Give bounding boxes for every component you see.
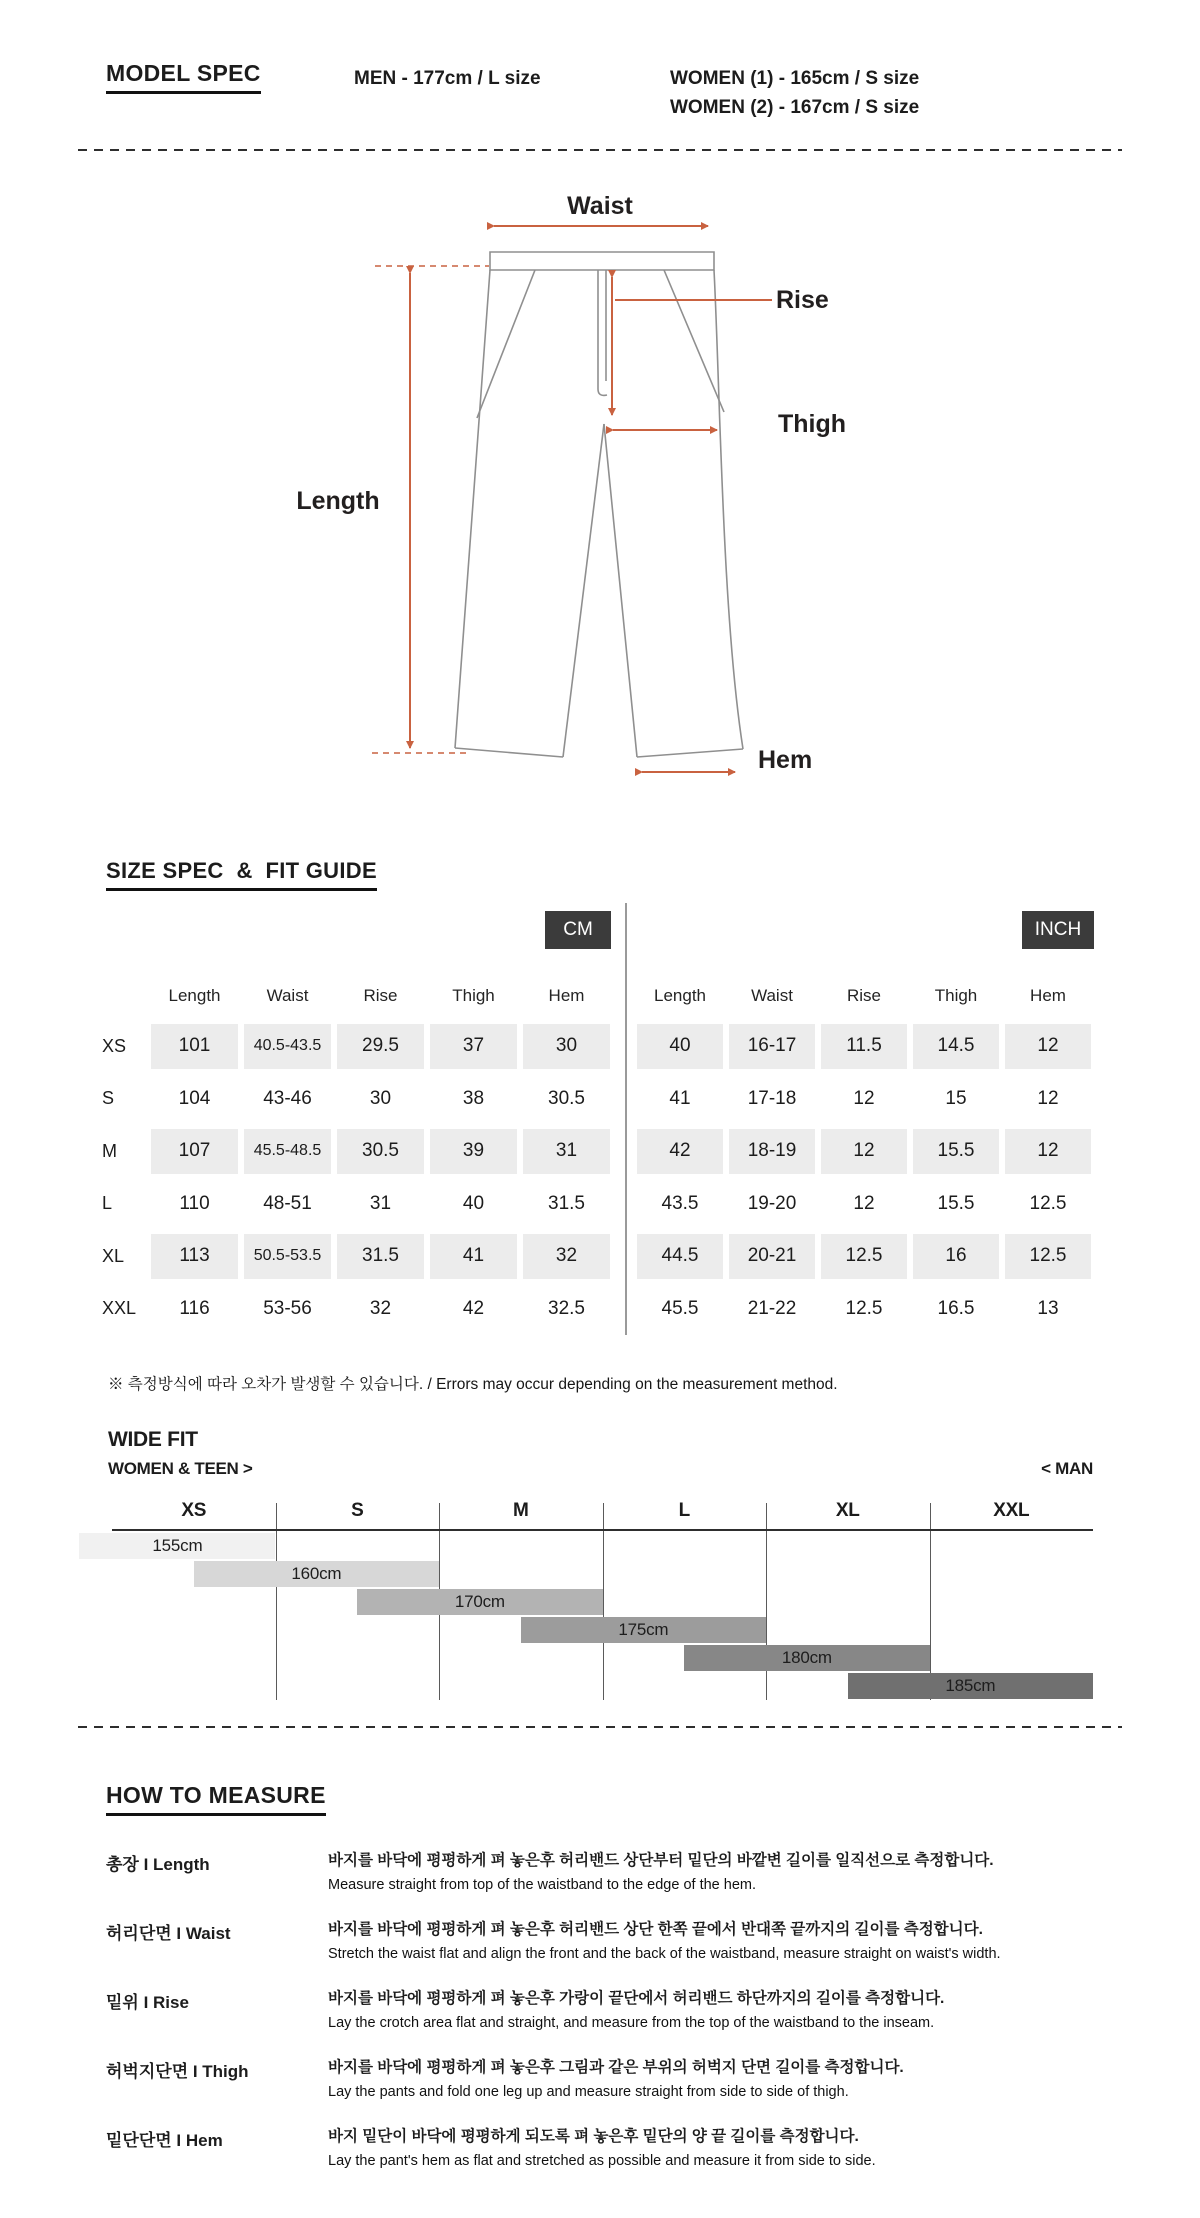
cm-value: 30.5 xyxy=(548,1087,585,1109)
height-range-bar: 175cm xyxy=(521,1617,766,1643)
inch-value: 18-19 xyxy=(726,1125,818,1178)
inch-value: 41 xyxy=(669,1087,691,1109)
waist-label: Waist xyxy=(567,192,633,220)
inch-size-table xyxy=(634,972,1094,1335)
measure-desc-english: Measure straight from top of the waistband to the edge of the hem. xyxy=(328,1877,756,1893)
fit-guide-left-label: WOMEN & TEEN > xyxy=(108,1459,253,1478)
length-label: Length xyxy=(296,487,380,515)
inch-value: 16 xyxy=(910,1230,1002,1283)
cm-value: 31.5 xyxy=(334,1230,427,1283)
wide-fit-title: WIDE FIT xyxy=(108,1428,198,1451)
pants-diagram-svg xyxy=(350,185,850,795)
cm-value: 31.5 xyxy=(548,1192,585,1214)
cm-value: 32 xyxy=(520,1230,613,1283)
size-label: XXL xyxy=(102,1298,137,1319)
thigh-label: Thigh xyxy=(778,410,847,438)
inch-value: 20-21 xyxy=(726,1230,818,1283)
cm-value: 45.5-48.5 xyxy=(241,1125,334,1178)
cm-value: 104 xyxy=(178,1087,211,1109)
cm-value: 30 xyxy=(520,1020,613,1073)
inch-unit-badge: INCH xyxy=(1022,911,1094,949)
column-header: Waist xyxy=(266,986,309,1005)
fit-guide-chart xyxy=(78,1498,1093,1703)
inch-value: 44.5 xyxy=(634,1230,726,1283)
measure-desc-korean: 바지를 바닥에 평평하게 펴 놓은후 가랑이 끝단에서 허리밴드 하단까지의 길이를 측정합니다. xyxy=(328,1990,945,2007)
chart-size-label: XXL xyxy=(993,1500,1030,1521)
cm-unit-badge: CM xyxy=(545,911,611,949)
size-spec-title: SIZE SPEC & FIT GUIDE xyxy=(106,858,377,891)
inch-value: 12 xyxy=(853,1087,875,1109)
column-header: Waist xyxy=(751,986,793,1005)
inch-value: 19-20 xyxy=(747,1192,797,1214)
size-label: XL xyxy=(102,1245,125,1266)
cm-size-table xyxy=(78,972,613,1335)
measure-term: 총장 I Length xyxy=(106,1855,210,1874)
model-spec-women-2: WOMEN (2) - 167cm / S size xyxy=(670,97,920,118)
table-divider xyxy=(625,903,627,1335)
measure-desc-english: Lay the pant's hem as flat and stretched as possible and measure it from side to side. xyxy=(328,2153,876,2169)
size-label: XS xyxy=(102,1035,127,1056)
cm-value: 110 xyxy=(179,1192,210,1214)
chart-axis-line xyxy=(112,1529,1093,1531)
inch-value: 14.5 xyxy=(910,1020,1002,1073)
cm-value: 31 xyxy=(520,1125,613,1178)
measure-texts xyxy=(328,2124,1126,2174)
chart-size-label: XL xyxy=(835,1500,860,1521)
chart-gridline xyxy=(276,1503,277,1700)
measure-term: 밑단단면 I Hem xyxy=(106,2131,223,2150)
measure-desc-english: Lay the crotch area flat and straight, and measure from the top of the waistband to the inseam. xyxy=(328,2015,935,2031)
cm-value: 43-46 xyxy=(263,1087,312,1109)
rise-label: Rise xyxy=(776,286,829,314)
measure-desc-korean: 바지를 바닥에 평평하게 펴 놓은후 허리밴드 상단부터 밑단의 바깥변 길이를 일직선으로 측정합니다. xyxy=(328,1852,994,1869)
column-header: Length xyxy=(654,986,706,1005)
inch-value: 45.5 xyxy=(661,1297,699,1319)
measure-item xyxy=(106,1917,1126,1967)
inch-value: 12.5 xyxy=(818,1230,910,1283)
measure-item xyxy=(106,1848,1126,1898)
measure-term: 허리단면 I Waist xyxy=(106,1924,231,1943)
cm-value: 40 xyxy=(462,1192,485,1214)
hem-label: Hem xyxy=(758,746,813,774)
model-spec-men: MEN - 177cm / L size xyxy=(354,68,541,89)
measure-texts xyxy=(328,2055,1126,2105)
model-spec-title: MODEL SPEC xyxy=(106,60,261,94)
cm-value: 31 xyxy=(369,1192,392,1214)
measure-texts xyxy=(328,1848,1126,1898)
cm-value: 30 xyxy=(369,1087,392,1109)
cm-value: 53-56 xyxy=(263,1297,312,1319)
column-header: Hem xyxy=(548,986,585,1005)
cm-value: 29.5 xyxy=(334,1020,427,1073)
size-label: S xyxy=(102,1088,115,1109)
inch-value: 12.5 xyxy=(1002,1230,1094,1283)
cm-value: 116 xyxy=(179,1297,210,1319)
inch-value: 12.5 xyxy=(1029,1192,1067,1214)
inch-value: 42 xyxy=(634,1125,726,1178)
inch-value: 12 xyxy=(1002,1125,1094,1178)
inch-value: 15 xyxy=(945,1087,967,1109)
height-range-bar: 180cm xyxy=(684,1645,929,1671)
inch-value: 15.5 xyxy=(910,1125,1002,1178)
measure-desc-korean: 바지를 바닥에 평평하게 펴 놓은후 허리밴드 상단 한쪽 끝에서 반대쪽 끝까지의 길이를 측정합니다. xyxy=(328,1921,983,1938)
height-range-bar: 185cm xyxy=(848,1673,1093,1699)
cm-value: 30.5 xyxy=(334,1125,427,1178)
cm-value: 37 xyxy=(427,1020,520,1073)
cm-value: 32 xyxy=(369,1297,392,1319)
column-header: Length xyxy=(168,986,221,1005)
cm-value: 38 xyxy=(462,1087,485,1109)
chart-gridline xyxy=(603,1503,604,1700)
fit-guide-right-label: < MAN xyxy=(1041,1459,1093,1478)
dashed-separator-top xyxy=(78,149,1122,151)
cm-value: 50.5-53.5 xyxy=(241,1230,334,1283)
measure-term: 허벅지단면 I Thigh xyxy=(106,2062,249,2081)
chart-size-label: L xyxy=(678,1500,690,1521)
column-header: Hem xyxy=(1030,986,1066,1005)
cm-value: 39 xyxy=(427,1125,520,1178)
inch-value: 40 xyxy=(634,1020,726,1073)
measure-list xyxy=(106,1848,1126,2193)
inch-value: 43.5 xyxy=(661,1192,699,1214)
pants-outline xyxy=(455,252,743,757)
measure-item xyxy=(106,2055,1126,2105)
inch-value: 12 xyxy=(1002,1020,1094,1073)
cm-value: 48-51 xyxy=(263,1192,312,1214)
cm-value: 42 xyxy=(462,1297,485,1319)
measure-item xyxy=(106,2124,1126,2174)
cm-value: 101 xyxy=(148,1020,241,1073)
inch-value: 11.5 xyxy=(818,1020,910,1073)
measure-desc-korean: 바지를 바닥에 평평하게 펴 놓은후 그림과 같은 부위의 허벅지 단면 길이를 측정합니다. xyxy=(328,2059,904,2076)
inch-value: 15.5 xyxy=(937,1192,975,1214)
measure-texts xyxy=(328,1986,1126,2036)
inch-value: 13 xyxy=(1037,1297,1059,1319)
measure-desc-english: Lay the pants and fold one leg up and measure straight from side to side of thigh. xyxy=(328,2084,849,2100)
measure-texts xyxy=(328,1917,1126,1967)
chart-size-label: M xyxy=(512,1500,529,1521)
cm-value: 40.5-43.5 xyxy=(241,1020,334,1073)
dashed-separator-bottom xyxy=(78,1726,1122,1728)
cm-value: 41 xyxy=(427,1230,520,1283)
inch-value: 12 xyxy=(853,1192,875,1214)
column-header: Thigh xyxy=(934,986,978,1005)
chart-size-label: XS xyxy=(181,1500,207,1521)
measure-term: 밑위 I Rise xyxy=(106,1993,189,2012)
corner-cell xyxy=(78,972,148,1020)
inch-value: 17-18 xyxy=(747,1087,797,1109)
cm-value: 32.5 xyxy=(548,1297,585,1319)
column-header: Rise xyxy=(363,986,398,1005)
column-header: Rise xyxy=(846,986,881,1005)
inch-value: 16.5 xyxy=(937,1297,975,1319)
size-label: M xyxy=(102,1140,117,1161)
measure-desc-english: Stretch the waist flat and align the front and the back of the waistband, measure straight on waist's width. xyxy=(328,1946,1001,1962)
height-range-bar: 155cm xyxy=(79,1533,275,1559)
model-spec-women-1: WOMEN (1) - 165cm / S size xyxy=(670,68,920,89)
chart-gridline xyxy=(930,1503,931,1700)
measure-item xyxy=(106,1986,1126,2036)
measure-desc-korean: 바지 밑단이 바닥에 평평하게 되도록 펴 놓은후 밑단의 양 끝 길이를 측정합니다. xyxy=(328,2128,859,2145)
cm-value: 113 xyxy=(148,1230,241,1283)
inch-value: 21-22 xyxy=(747,1297,797,1319)
inch-value: 12.5 xyxy=(845,1297,883,1319)
inch-value: 12 xyxy=(1037,1087,1059,1109)
size-label: L xyxy=(102,1193,113,1214)
chart-size-label: S xyxy=(351,1500,364,1521)
measurement-note: ※ 측정방식에 따라 오차가 발생할 수 있습니다. / Errors may occur depending on the measurement method. xyxy=(108,1376,838,1393)
column-header: Thigh xyxy=(452,986,495,1005)
inch-value: 12 xyxy=(818,1125,910,1178)
cm-value: 107 xyxy=(148,1125,241,1178)
height-range-bar: 160cm xyxy=(194,1561,439,1587)
how-to-measure-title: HOW TO MEASURE xyxy=(106,1782,326,1816)
height-range-bar: 170cm xyxy=(357,1589,602,1615)
inch-value: 16-17 xyxy=(726,1020,818,1073)
